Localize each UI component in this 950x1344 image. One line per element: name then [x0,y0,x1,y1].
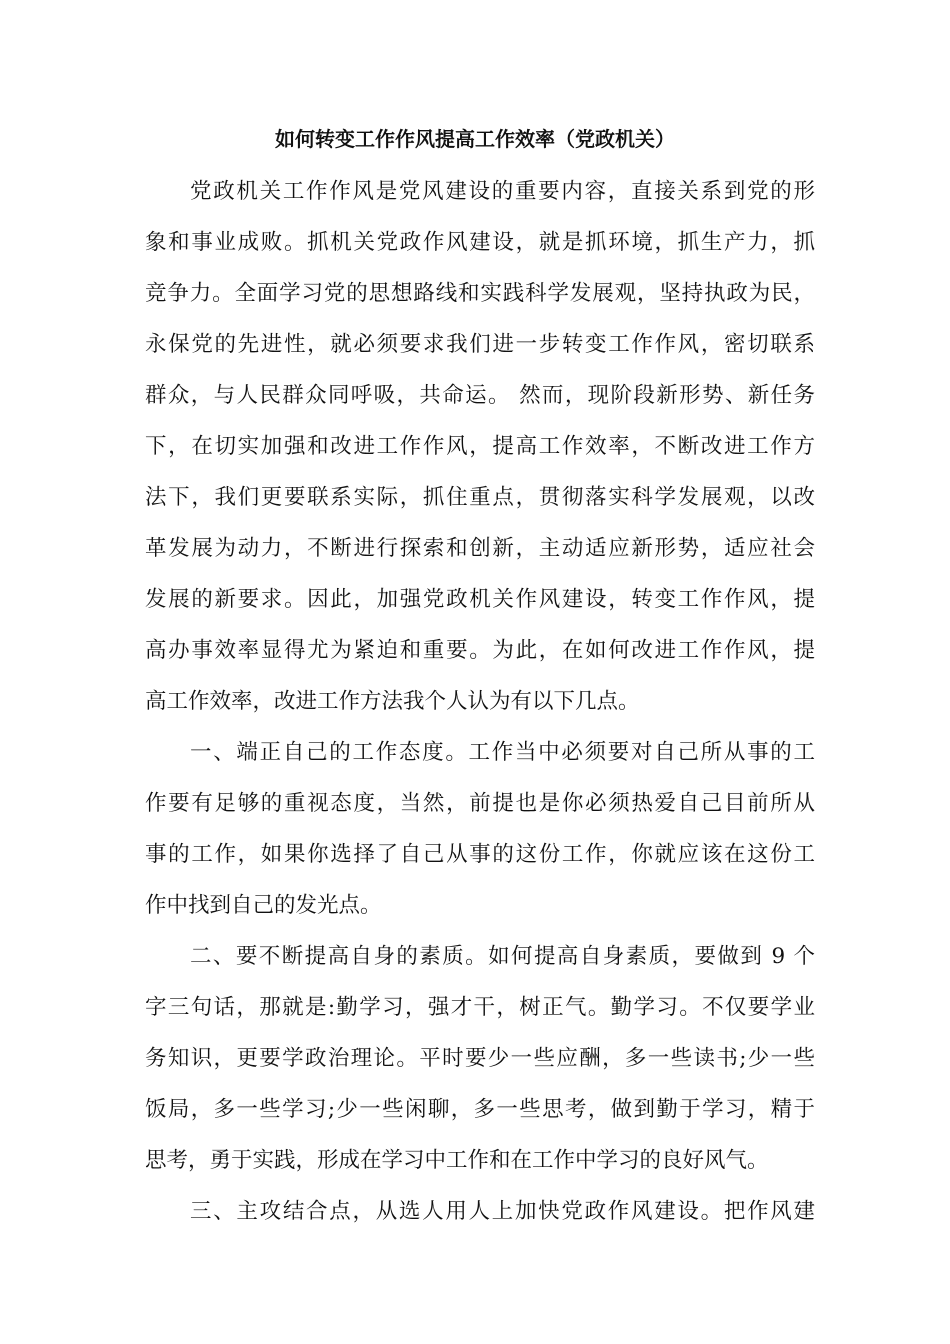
document-title: 如何转变工作作风提高工作效率（党政机关） [275,127,675,151]
paragraph-3-line-1: 二、要不断提高自身的素质。如何提高自身素质，要做到 9 个 [190,944,815,969]
paragraph-2-line-3: 事的工作，如果你选择了自己从事的这份工作，你就应该在这份工 [145,842,815,867]
paragraph-1-line-8: 革发展为动力，不断进行探索和创新，主动适应新形势，适应社会 [145,536,815,561]
paragraph-2-line-1: 一、端正自己的工作态度。工作当中必须要对自己所从事的工 [190,740,815,765]
paragraph-1-line-1: 党政机关工作作风是党风建设的重要内容，直接关系到党的形 [190,179,815,204]
paragraph-1-line-6: 下，在切实加强和改进工作作风，提高工作效率，不断改进工作方 [145,434,815,459]
paragraph-1-line-4: 永保党的先进性，就必须要求我们进一步转变工作作风，密切联系 [145,332,815,357]
paragraph-4-line-1: 三、主攻结合点，从选人用人上加快党政作风建设。把作风建 [190,1199,815,1224]
paragraph-1-line-7: 法下，我们更要联系实际，抓住重点，贯彻落实科学发展观，以改 [145,485,815,510]
paragraph-3-line-4: 饭局，多一些学习;少一些闲聊，多一些思考，做到勤于学习，精于 [145,1097,815,1122]
paragraph-3-line-3: 务知识，更要学政治理论。平时要少一些应酬，多一些读书;少一些 [145,1046,815,1071]
paragraph-1-line-2: 象和事业成败。抓机关党政作风建设，就是抓环境，抓生产力，抓 [145,230,815,255]
paragraph-3-line-2: 字三句话，那就是:勤学习，强才干，树正气。勤学习。不仅要学业 [145,995,815,1020]
paragraph-2-line-4: 作中找到自己的发光点。 [145,893,382,918]
paragraph-1-line-10: 高办事效率显得尤为紧迫和重要。为此，在如何改进工作作风，提 [145,638,815,663]
paragraph-1-line-3: 竞争力。全面学习党的思想路线和实践科学发展观，坚持执政为民， [145,281,815,306]
paragraph-2-line-2: 作要有足够的重视态度，当然，前提也是你必须热爱自己目前所从 [145,791,815,816]
paragraph-1-line-9: 发展的新要求。因此，加强党政机关作风建设，转变工作作风，提 [145,587,815,612]
paragraph-3-line-5: 思考，勇于实践，形成在学习中工作和在工作中学习的良好风气。 [145,1148,769,1173]
paragraph-1-line-11: 高工作效率，改进工作方法我个人认为有以下几点。 [145,689,640,714]
paragraph-1-line-5: 群众，与人民群众同呼吸，共命运。 然而，现阶段新形势、新任务 [145,383,815,408]
